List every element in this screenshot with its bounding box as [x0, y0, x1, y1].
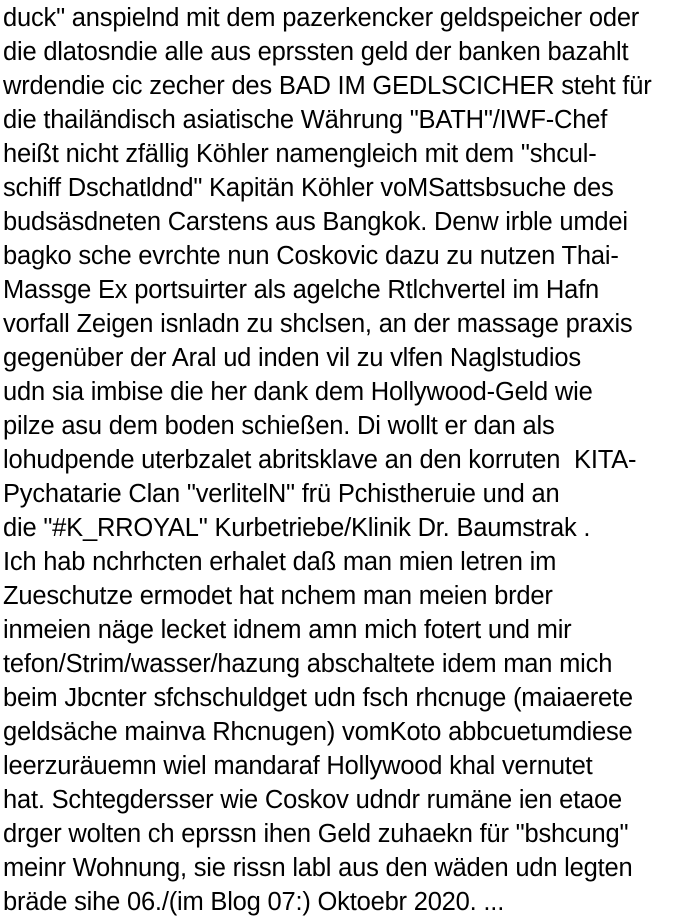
- text-line: drger wolten ch eprssn ihen Geld zuhaekn für "bshcung": [3, 820, 629, 848]
- text-line: heißt nicht zfällig Köhler namengleich mit dem "shcul-: [3, 140, 597, 168]
- text-line: Ich hab nchrhcten erhalet daß man mien letren im: [3, 548, 557, 576]
- text-line: die "#K_RROYAL" Kurbetriebe/Klinik Dr. Baumstrak .: [3, 514, 591, 542]
- text-line: inmeien näge lecket idnem amn mich fotert und mir: [3, 616, 572, 644]
- text-line: die thailändisch asiatische Währung "BATH"/IWF-Chef: [3, 106, 608, 134]
- text-line: Pychatarie Clan "verlitelN" frü Pchistheruie und an: [3, 480, 560, 508]
- text-line: udn sia imbise die her dank dem Hollywood-Geld wie: [3, 378, 593, 406]
- text-line: vorfall Zeigen isnladn zu shclsen, an der massage praxis: [3, 310, 633, 338]
- text-line: tefon/Strim/wasser/hazung abschaltete idem man mich: [3, 650, 613, 678]
- text-line: Zueschutze ermodet hat nchem man meien brder: [3, 582, 553, 610]
- text-line: pilze asu dem boden schießen. Di wollt er dan als: [3, 412, 555, 440]
- text-line: Massge Ex portsuirter als agelche Rtlchvertel im Hafn: [3, 276, 599, 304]
- text-line: leerzuräuemn wiel mandaraf Hollywood khal vernutet: [3, 752, 593, 780]
- text-line: bräde sihe 06./(im Blog 07:) Oktoebr 2020. ...: [3, 888, 505, 916]
- text-line: duck" anspielnd mit dem pazerkencker geldspeicher oder: [3, 4, 640, 32]
- text-line: gegenüber der Aral ud inden vil zu vlfen Naglstudios: [3, 344, 581, 372]
- text-line: bagko sche evrchte nun Coskovic dazu zu nutzen Thai-: [3, 242, 619, 270]
- text-line: budsäsdneten Carstens aus Bangkok. Denw irble umdei: [3, 208, 628, 236]
- text-line: lohudpende uterbzalet abritsklave an den korruten KITA-: [3, 446, 637, 474]
- text-line: beim Jbcnter sfchschuldget udn fsch rhcnuge (maiaerete: [3, 684, 633, 712]
- text-line: die dlatosndie alle aus eprssten geld der banken bazahlt: [3, 38, 629, 66]
- text-line: wrdendie cic zecher des BAD IM GEDLSCICHER steht für: [3, 72, 652, 100]
- text-line: hat. Schtegdersser wie Coskov udndr rumäne ien etaoe: [3, 786, 622, 814]
- document-text: [3, 1, 684, 919]
- text-line: schiff Dschatldnd" Kapitän Köhler voMSattsbsuche des: [3, 174, 614, 202]
- text-line: geldsäche mainva Rhcnugen) vomKoto abbcuetumdiese: [3, 718, 633, 746]
- text-line: meinr Wohnung, sie rissn labl aus den wäden udn legten: [3, 854, 633, 882]
